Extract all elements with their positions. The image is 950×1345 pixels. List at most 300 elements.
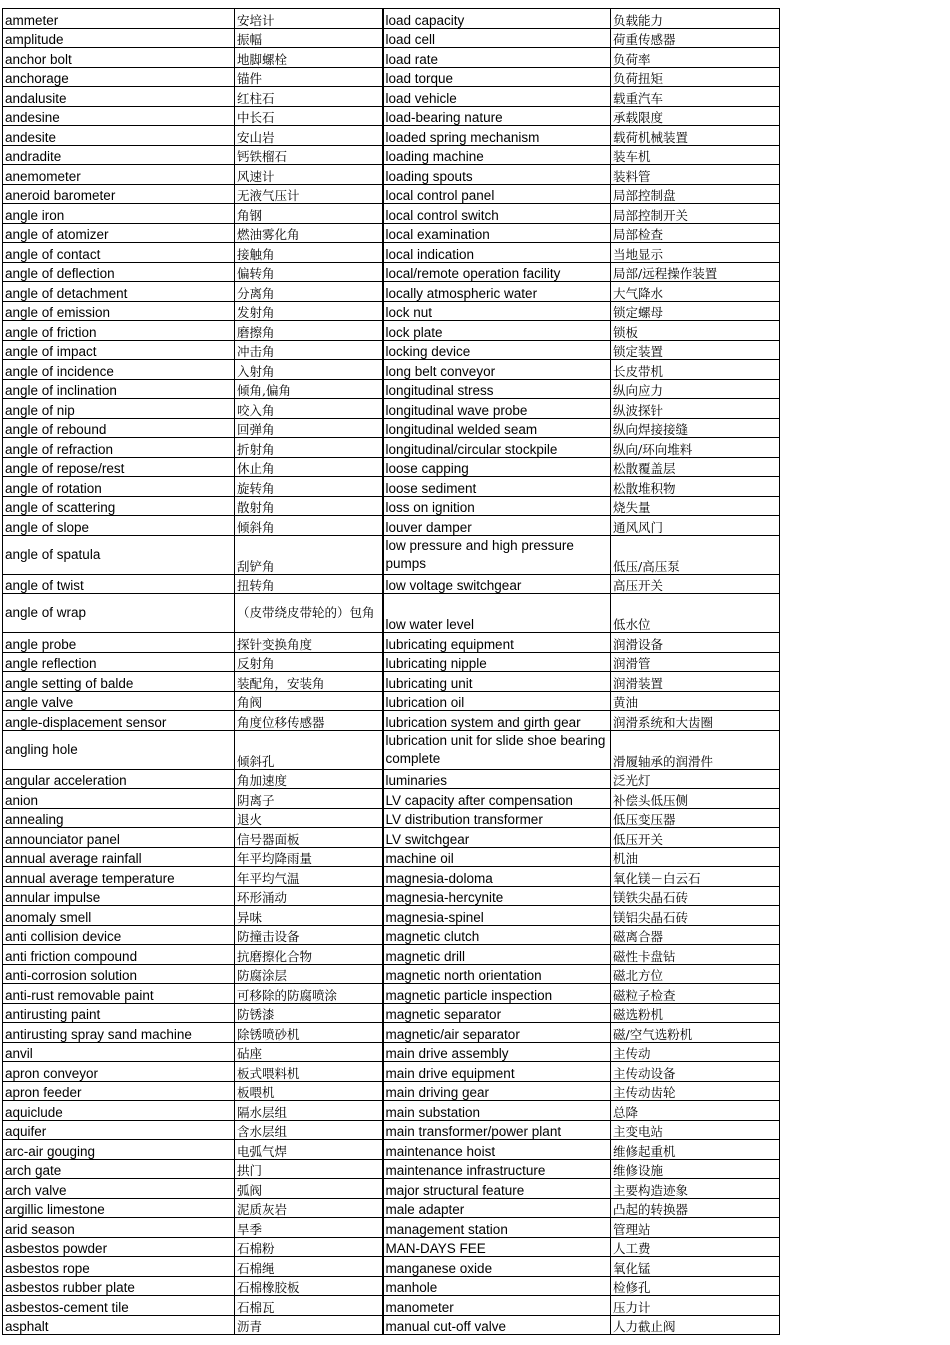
term-zh-left: 角加速度 (235, 769, 383, 789)
term-en-left: angle of spatula (3, 535, 235, 574)
table-row (3, 223, 780, 243)
term-zh-right: 总降 (611, 1101, 780, 1121)
table-row (3, 535, 780, 574)
table-row (3, 574, 780, 594)
term-zh-right: 局部控制开关 (611, 204, 780, 224)
table-row (3, 672, 780, 692)
term-zh-left: 风速计 (235, 165, 383, 185)
term-en-right: loaded spring mechanism (383, 126, 611, 146)
term-zh-left: 振幅 (235, 28, 383, 48)
term-zh-left: 石棉橡胶板 (235, 1276, 383, 1296)
term-zh-left: 分离角 (235, 282, 383, 302)
term-en-left: aneroid barometer (3, 184, 235, 204)
term-en-right: locally atmospheric water (383, 282, 611, 302)
term-en-right: main driving gear (383, 1081, 611, 1101)
table-row (3, 418, 780, 438)
table-row (3, 691, 780, 711)
term-en-right: local/remote operation facility (383, 262, 611, 282)
term-zh-left: 散射角 (235, 496, 383, 516)
table-row (3, 808, 780, 828)
term-en-right: local control switch (383, 204, 611, 224)
term-en-right: male adapter (383, 1198, 611, 1218)
term-zh-right: 机油 (611, 847, 780, 867)
table-row (3, 1237, 780, 1257)
term-en-right: loading spouts (383, 165, 611, 185)
table-row (3, 925, 780, 945)
term-en-right: MAN-DAYS FEE (383, 1237, 611, 1257)
term-en-right: magnetic clutch (383, 925, 611, 945)
term-en-left: amplitude (3, 28, 235, 48)
table-row (3, 1218, 780, 1238)
term-zh-left: 反射角 (235, 652, 383, 672)
table-row (3, 516, 780, 536)
term-zh-right: 高压开关 (611, 574, 780, 594)
table-row (3, 379, 780, 399)
term-en-left: anemometer (3, 165, 235, 185)
term-zh-left: 信号器面板 (235, 828, 383, 848)
term-zh-left: 含水层组 (235, 1120, 383, 1140)
term-en-right: LV capacity after compensation (383, 789, 611, 809)
term-zh-left: 磨擦角 (235, 321, 383, 341)
term-zh-left: 异味 (235, 906, 383, 926)
table-row (3, 340, 780, 360)
term-en-right: main drive equipment (383, 1062, 611, 1082)
term-en-left: andesite (3, 126, 235, 146)
term-zh-left: 燃油雾化角 (235, 223, 383, 243)
term-en-left: angle of deflection (3, 262, 235, 282)
term-zh-left: 板喂机 (235, 1081, 383, 1101)
term-zh-right: 烧失量 (611, 496, 780, 516)
term-en-right: manhole (383, 1276, 611, 1296)
term-en-left: annual average temperature (3, 867, 235, 887)
term-zh-left: 接触角 (235, 243, 383, 263)
term-zh-right: 负载能力 (611, 9, 780, 29)
table-row (3, 106, 780, 126)
term-en-right: luminaries (383, 769, 611, 789)
term-zh-right: 人力截止阀 (611, 1315, 780, 1335)
term-en-right: maintenance infrastructure (383, 1159, 611, 1179)
term-en-right: major structural feature (383, 1179, 611, 1199)
term-en-right: locking device (383, 340, 611, 360)
table-row (3, 1198, 780, 1218)
term-zh-right: 松散覆盖层 (611, 457, 780, 477)
term-zh-left: 咬入角 (235, 399, 383, 419)
term-en-right: lubricating unit (383, 672, 611, 692)
term-zh-left: （皮带绕皮带轮的）包角 (235, 594, 383, 633)
term-zh-left: 砧座 (235, 1042, 383, 1062)
term-zh-left: 板式喂料机 (235, 1062, 383, 1082)
table-row (3, 789, 780, 809)
table-row (3, 652, 780, 672)
term-en-right: long belt conveyor (383, 360, 611, 380)
table-row (3, 984, 780, 1004)
term-en-left: angle iron (3, 204, 235, 224)
table-row (3, 1179, 780, 1199)
term-en-left: angle valve (3, 691, 235, 711)
term-en-left: asbestos rope (3, 1257, 235, 1277)
table-row (3, 886, 780, 906)
term-zh-right: 润滑系统和大齿圈 (611, 711, 780, 731)
table-row (3, 1120, 780, 1140)
term-zh-left: 锚件 (235, 67, 383, 87)
term-zh-right: 润滑装置 (611, 672, 780, 692)
table-row (3, 769, 780, 789)
term-en-left: angle probe (3, 633, 235, 653)
table-row (3, 945, 780, 965)
term-zh-left: 旱季 (235, 1218, 383, 1238)
term-zh-left: 隔水层组 (235, 1101, 383, 1121)
term-zh-left: 回弹角 (235, 418, 383, 438)
table-row (3, 1101, 780, 1121)
term-en-left: angle-displacement sensor (3, 711, 235, 731)
term-zh-right: 通风风门 (611, 516, 780, 536)
term-zh-left: 石棉绳 (235, 1257, 383, 1277)
term-zh-left: 角钢 (235, 204, 383, 224)
term-en-left: announciator panel (3, 828, 235, 848)
term-en-right: longitudinal/circular stockpile (383, 438, 611, 458)
term-en-right: maintenance hoist (383, 1140, 611, 1160)
table-row (3, 730, 780, 769)
table-row (3, 906, 780, 926)
term-en-right: loose capping (383, 457, 611, 477)
term-zh-left: 扭转角 (235, 574, 383, 594)
term-en-right: main transformer/power plant (383, 1120, 611, 1140)
term-en-right: loss on ignition (383, 496, 611, 516)
glossary-body (3, 9, 780, 1335)
term-zh-right: 补偿头低压侧 (611, 789, 780, 809)
term-zh-left: 沥青 (235, 1315, 383, 1335)
term-zh-right: 纵向/环向堆料 (611, 438, 780, 458)
term-zh-left: 石棉瓦 (235, 1296, 383, 1316)
term-zh-left: 刮铲角 (235, 535, 383, 574)
term-en-left: angle of incidence (3, 360, 235, 380)
term-en-right: lock nut (383, 301, 611, 321)
term-zh-right: 纵向焊接接缝 (611, 418, 780, 438)
term-en-left: arch valve (3, 1179, 235, 1199)
table-row (3, 28, 780, 48)
term-en-right: low water level (383, 594, 611, 633)
term-en-left: angle of impact (3, 340, 235, 360)
term-zh-right: 局部/远程操作装置 (611, 262, 780, 282)
term-en-right: lubrication oil (383, 691, 611, 711)
term-zh-left: 退火 (235, 808, 383, 828)
term-en-right: longitudinal wave probe (383, 399, 611, 419)
term-zh-left: 装配角，安装角 (235, 672, 383, 692)
term-zh-right: 低水位 (611, 594, 780, 633)
term-zh-left: 防撞击设备 (235, 925, 383, 945)
term-zh-right: 检修孔 (611, 1276, 780, 1296)
term-en-right: magnesia-doloma (383, 867, 611, 887)
table-row (3, 1276, 780, 1296)
term-en-right: lubricating equipment (383, 633, 611, 653)
term-zh-left: 泥质灰岩 (235, 1198, 383, 1218)
term-en-right: magnetic/air separator (383, 1023, 611, 1043)
term-zh-left: 入射角 (235, 360, 383, 380)
table-row (3, 847, 780, 867)
term-zh-right: 局部控制盘 (611, 184, 780, 204)
term-zh-right: 主变电站 (611, 1120, 780, 1140)
term-zh-right: 氧化锰 (611, 1257, 780, 1277)
term-zh-left: 抗磨擦化合物 (235, 945, 383, 965)
term-zh-left: 防腐涂层 (235, 964, 383, 984)
term-zh-right: 维修起重机 (611, 1140, 780, 1160)
term-zh-left: 环形涌动 (235, 886, 383, 906)
term-en-left: angle of slope (3, 516, 235, 536)
term-en-left: angle of nip (3, 399, 235, 419)
term-zh-right: 凸起的转换器 (611, 1198, 780, 1218)
term-zh-left: 无液气压计 (235, 184, 383, 204)
term-zh-left: 安山岩 (235, 126, 383, 146)
term-en-left: angle of rebound (3, 418, 235, 438)
term-en-left: anomaly smell (3, 906, 235, 926)
term-zh-right: 镁铁尖晶石砖 (611, 886, 780, 906)
term-zh-right: 承载限度 (611, 106, 780, 126)
term-en-left: angle of contact (3, 243, 235, 263)
term-zh-left: 中长石 (235, 106, 383, 126)
table-row (3, 1159, 780, 1179)
term-en-left: anti-corrosion solution (3, 964, 235, 984)
term-zh-left: 红柱石 (235, 87, 383, 107)
term-en-left: andradite (3, 145, 235, 165)
term-zh-left: 倾角,偏角 (235, 379, 383, 399)
table-row (3, 1315, 780, 1335)
term-en-left: apron conveyor (3, 1062, 235, 1082)
term-zh-right: 局部检查 (611, 223, 780, 243)
term-en-left: anchor bolt (3, 48, 235, 68)
term-en-right: loading machine (383, 145, 611, 165)
term-en-left: angle reflection (3, 652, 235, 672)
table-row (3, 301, 780, 321)
term-en-left: angle of emission (3, 301, 235, 321)
term-en-left: asbestos-cement tile (3, 1296, 235, 1316)
table-row (3, 457, 780, 477)
term-zh-left: 折射角 (235, 438, 383, 458)
table-row (3, 48, 780, 68)
term-en-left: annual average rainfall (3, 847, 235, 867)
table-row (3, 1003, 780, 1023)
term-en-right: magnesia-spinel (383, 906, 611, 926)
term-en-left: angle of atomizer (3, 223, 235, 243)
term-zh-right: 管理站 (611, 1218, 780, 1238)
term-zh-left: 倾斜角 (235, 516, 383, 536)
table-row (3, 126, 780, 146)
term-en-left: asphalt (3, 1315, 235, 1335)
term-zh-left: 除锈喷砂机 (235, 1023, 383, 1043)
term-en-left: ammeter (3, 9, 235, 29)
table-row (3, 399, 780, 419)
table-row (3, 828, 780, 848)
term-zh-left: 钙铁榴石 (235, 145, 383, 165)
term-en-right: magnetic north orientation (383, 964, 611, 984)
table-row (3, 1042, 780, 1062)
term-en-left: asbestos powder (3, 1237, 235, 1257)
term-zh-right: 锁板 (611, 321, 780, 341)
term-zh-right: 压力计 (611, 1296, 780, 1316)
term-en-left: antirusting spray sand machine (3, 1023, 235, 1043)
term-zh-right: 泛光灯 (611, 769, 780, 789)
table-row (3, 165, 780, 185)
term-zh-right: 磁/空气选粉机 (611, 1023, 780, 1043)
term-en-right: longitudinal stress (383, 379, 611, 399)
term-zh-left: 电弧气焊 (235, 1140, 383, 1160)
term-en-right: manual cut-off valve (383, 1315, 611, 1335)
term-en-left: angle of repose/rest (3, 457, 235, 477)
term-en-left: antirusting paint (3, 1003, 235, 1023)
term-zh-right: 当地显示 (611, 243, 780, 263)
term-en-left: angle setting of balde (3, 672, 235, 692)
term-zh-right: 润滑管 (611, 652, 780, 672)
term-en-right: load cell (383, 28, 611, 48)
term-en-right: louver damper (383, 516, 611, 536)
table-row (3, 633, 780, 653)
term-en-right: main drive assembly (383, 1042, 611, 1062)
term-zh-right: 磁离合器 (611, 925, 780, 945)
term-en-left: arid season (3, 1218, 235, 1238)
term-zh-right: 负荷扭矩 (611, 67, 780, 87)
term-zh-right: 低压开关 (611, 828, 780, 848)
table-row (3, 1023, 780, 1043)
term-en-left: aquifer (3, 1120, 235, 1140)
term-en-right: manganese oxide (383, 1257, 611, 1277)
term-en-right: load-bearing nature (383, 106, 611, 126)
term-en-left: anti-rust removable paint (3, 984, 235, 1004)
term-zh-right: 低压变压器 (611, 808, 780, 828)
term-en-right: load torque (383, 67, 611, 87)
term-zh-left: 防锈漆 (235, 1003, 383, 1023)
term-en-right: management station (383, 1218, 611, 1238)
term-en-right: magnesia-hercynite (383, 886, 611, 906)
term-zh-left: 拱门 (235, 1159, 383, 1179)
term-zh-left: 角阀 (235, 691, 383, 711)
term-zh-right: 纵波探针 (611, 399, 780, 419)
term-en-left: asbestos rubber plate (3, 1276, 235, 1296)
term-en-left: angle of refraction (3, 438, 235, 458)
term-zh-left: 倾斜孔 (235, 730, 383, 769)
term-en-right: magnetic drill (383, 945, 611, 965)
term-zh-right: 磁北方位 (611, 964, 780, 984)
term-en-left: andalusite (3, 87, 235, 107)
table-row (3, 477, 780, 497)
term-zh-right: 装车机 (611, 145, 780, 165)
term-zh-left: 偏转角 (235, 262, 383, 282)
term-zh-right: 大气降水 (611, 282, 780, 302)
term-zh-right: 主传动设备 (611, 1062, 780, 1082)
term-zh-right: 装料管 (611, 165, 780, 185)
term-zh-right: 磁粒子检查 (611, 984, 780, 1004)
term-zh-left: 休止角 (235, 457, 383, 477)
term-en-right: magnetic separator (383, 1003, 611, 1023)
table-row (3, 711, 780, 731)
table-row (3, 262, 780, 282)
term-zh-right: 磁选粉机 (611, 1003, 780, 1023)
term-en-right: low voltage switchgear (383, 574, 611, 594)
table-row (3, 1062, 780, 1082)
term-en-left: angle of friction (3, 321, 235, 341)
term-en-left: anti friction compound (3, 945, 235, 965)
term-en-left: angular acceleration (3, 769, 235, 789)
term-en-right: local indication (383, 243, 611, 263)
term-en-right: lock plate (383, 321, 611, 341)
term-en-left: aquiclude (3, 1101, 235, 1121)
table-row (3, 964, 780, 984)
term-en-left: angle of inclination (3, 379, 235, 399)
term-en-right: manometer (383, 1296, 611, 1316)
table-row (3, 282, 780, 302)
term-zh-left: 石棉粉 (235, 1237, 383, 1257)
term-en-left: apron feeder (3, 1081, 235, 1101)
term-en-left: angle of twist (3, 574, 235, 594)
term-en-right: loose sediment (383, 477, 611, 497)
term-zh-left: 探针变换角度 (235, 633, 383, 653)
term-en-right: lubrication unit for slide shoe bearing complete (383, 730, 611, 769)
term-zh-left: 弧阀 (235, 1179, 383, 1199)
term-en-right: LV distribution transformer (383, 808, 611, 828)
table-row (3, 1296, 780, 1316)
term-en-right: low pressure and high pressure pumps (383, 535, 611, 574)
term-en-right: load rate (383, 48, 611, 68)
table-row (3, 1081, 780, 1101)
term-zh-right: 主传动 (611, 1042, 780, 1062)
table-row (3, 184, 780, 204)
term-zh-right: 负荷率 (611, 48, 780, 68)
table-row (3, 204, 780, 224)
term-en-left: angle of detachment (3, 282, 235, 302)
term-en-left: andesine (3, 106, 235, 126)
term-en-right: LV switchgear (383, 828, 611, 848)
term-en-left: angle of wrap (3, 594, 235, 633)
term-en-left: anion (3, 789, 235, 809)
term-zh-right: 氧化镁－白云石 (611, 867, 780, 887)
term-en-right: lubricating nipple (383, 652, 611, 672)
term-zh-right: 锁定螺母 (611, 301, 780, 321)
term-zh-left: 安培计 (235, 9, 383, 29)
table-row (3, 360, 780, 380)
term-en-right: load capacity (383, 9, 611, 29)
term-zh-right: 载荷机械装置 (611, 126, 780, 146)
table-row (3, 321, 780, 341)
term-en-left: angling hole (3, 730, 235, 769)
term-zh-right: 润滑设备 (611, 633, 780, 653)
term-zh-right: 维修设施 (611, 1159, 780, 1179)
term-zh-right: 纵向应力 (611, 379, 780, 399)
table-row (3, 87, 780, 107)
table-row (3, 867, 780, 887)
term-zh-left: 发射角 (235, 301, 383, 321)
term-en-left: anchorage (3, 67, 235, 87)
term-en-right: local examination (383, 223, 611, 243)
term-en-left: annular impulse (3, 886, 235, 906)
term-zh-right: 低压/高压泵 (611, 535, 780, 574)
term-en-right: longitudinal welded seam (383, 418, 611, 438)
glossary-table (2, 8, 780, 1335)
table-row (3, 496, 780, 516)
term-zh-left: 地脚螺栓 (235, 48, 383, 68)
term-en-right: machine oil (383, 847, 611, 867)
term-zh-right: 主传动齿轮 (611, 1081, 780, 1101)
term-en-left: arch gate (3, 1159, 235, 1179)
term-en-left: argillic limestone (3, 1198, 235, 1218)
table-row (3, 594, 780, 633)
term-en-right: local control panel (383, 184, 611, 204)
table-row (3, 67, 780, 87)
term-zh-right: 荷重传感器 (611, 28, 780, 48)
term-zh-left: 角度位移传感器 (235, 711, 383, 731)
term-en-left: anvil (3, 1042, 235, 1062)
table-row (3, 243, 780, 263)
term-en-left: angle of scattering (3, 496, 235, 516)
term-en-left: angle of rotation (3, 477, 235, 497)
table-row (3, 145, 780, 165)
